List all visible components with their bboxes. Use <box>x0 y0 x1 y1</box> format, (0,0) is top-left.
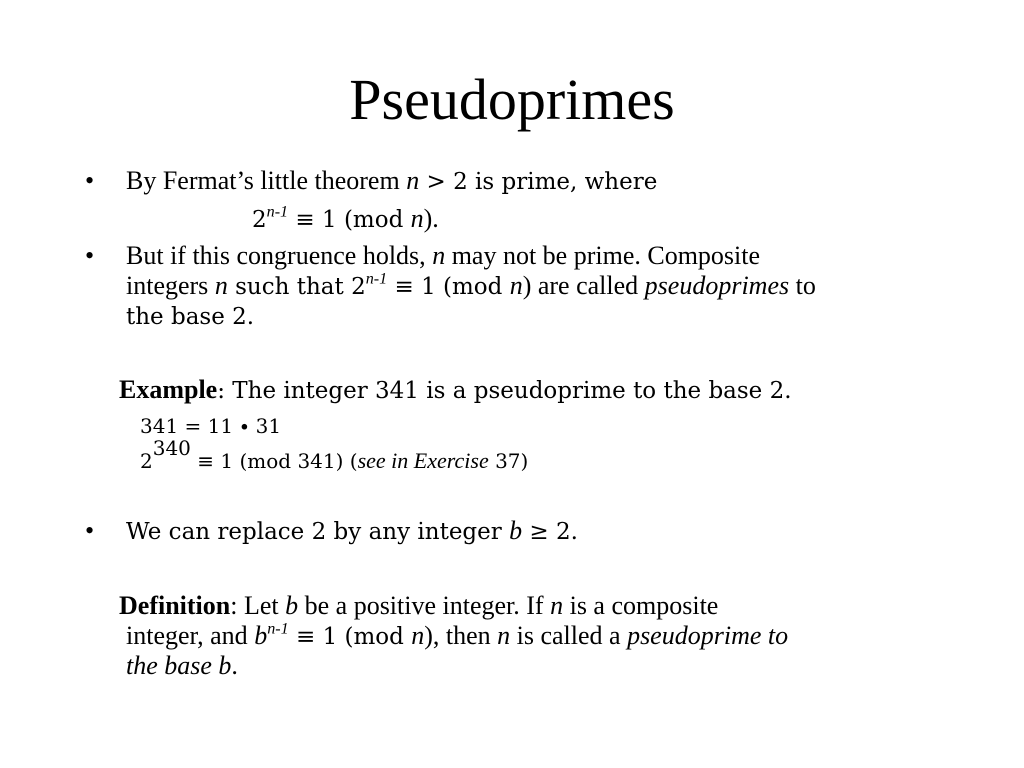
bullet-2-marker: • <box>85 241 95 270</box>
bullet-1-marker: • <box>85 166 95 195</box>
example-factorization: 341 = 11 ∙ 31 <box>140 414 282 438</box>
bullet-1-line-1: By Fermat’s little theorem n > 2 is prime, where <box>126 166 658 195</box>
bullet-3-line-1: We can replace 2 by any integer b ≥ 2. <box>126 516 578 545</box>
fermat-congruence-formula: $2^{n-1} \equiv 1$ (mod n). <box>252 203 439 233</box>
bullet-3-marker: • <box>85 516 95 545</box>
example-heading: Example: The integer 341 is a pseudoprime to the base 2. <box>119 375 792 404</box>
definition-line-2: integer, and $b^{n-1} \equiv 1$ (mod n), then n is called a pseudoprime to <box>126 620 789 650</box>
definition-line-3: the base b. <box>126 651 238 680</box>
definition-line-1: Definition: Let b be a positive integer. If n is a composite <box>119 591 719 620</box>
bullet-2-line-1: But if this congruence holds, n may not be prime. Composite <box>126 241 761 270</box>
bullet-2-line-2: integers n such that $2^{n-1} \equiv 1$ (mod n) are called pseudoprimes to <box>126 270 816 300</box>
slide-title: Pseudoprimes <box>349 67 675 132</box>
example-congruence: $2^{340} \equiv 1$ (mod 341) (see in Exercise 37) <box>140 436 529 473</box>
bullet-2-line-3: the base 2. <box>126 304 255 330</box>
